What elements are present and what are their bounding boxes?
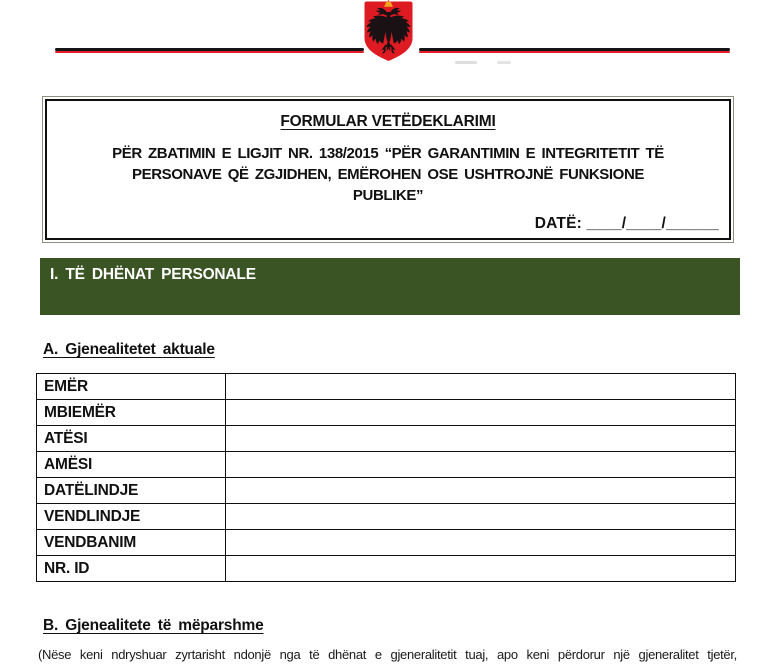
section-b-note: (Nëse keni ndryshuar zyrtarisht ndonjë nga të dhënat e gjeneralitetit tuaj, apo keni përdorur një gjeneralitet tjetër, — [38, 647, 737, 662]
row-label: MBIEMËR — [37, 400, 226, 426]
skanderbeg-helmet — [384, 0, 393, 7]
form-subtitle-line: PERSONAVE QË ZGJIDHEN, EMËROHEN OSE USHTROJNË FUNKSIONE — [132, 166, 644, 183]
section-b-heading: B. Gjenealitete të mëparshme — [43, 617, 264, 634]
title-box — [42, 96, 734, 243]
row-value-cell[interactable] — [226, 478, 736, 504]
table-row — [37, 374, 736, 400]
section-header-personal — [40, 258, 740, 315]
form-subtitle-line: PËR ZBATIMIN E LIGJIT NR. 138/2015 “PËR GARANTIMIN E INTEGRITETIT TË — [112, 145, 664, 162]
row-value-cell[interactable] — [226, 452, 736, 478]
row-value-cell[interactable] — [226, 556, 736, 582]
row-label: EMËR — [37, 374, 226, 400]
header-rule-right — [419, 48, 730, 53]
albania-coat-of-arms-icon — [363, 0, 414, 63]
row-label: VENDBANIM — [37, 530, 226, 556]
table-row — [37, 556, 736, 582]
section-header-personal-label: I. TË DHËNAT PERSONALE — [50, 266, 256, 283]
genealogy-table — [36, 373, 736, 582]
table-row — [37, 530, 736, 556]
row-value-cell[interactable] — [226, 374, 736, 400]
form-subtitle — [47, 143, 729, 206]
form-title: FORMULAR VETËDEKLARIMI — [280, 113, 496, 130]
section-a-heading: A. Gjenealitetet aktuale — [43, 341, 215, 358]
row-label: NR. ID — [37, 556, 226, 582]
row-label: AMËSI — [37, 452, 226, 478]
date-field[interactable]: DATË: ____/____/______ — [534, 215, 719, 232]
form-subtitle-line: PUBLIKE” — [352, 187, 424, 204]
row-value-cell[interactable] — [226, 530, 736, 556]
table-row — [37, 400, 736, 426]
row-value-cell[interactable] — [226, 426, 736, 452]
table-row — [37, 426, 736, 452]
table-row — [37, 452, 736, 478]
row-label: ATËSI — [37, 426, 226, 452]
table-row — [37, 504, 736, 530]
row-value-cell[interactable] — [226, 504, 736, 530]
row-label: VENDLINDJE — [37, 504, 226, 530]
scan-smudge — [455, 61, 477, 64]
row-value-cell[interactable] — [226, 400, 736, 426]
scan-smudge — [497, 61, 511, 64]
header-rule-left — [55, 48, 364, 53]
title-box-border — [45, 99, 731, 240]
table-row — [37, 478, 736, 504]
row-label: DATËLINDJE — [37, 478, 226, 504]
